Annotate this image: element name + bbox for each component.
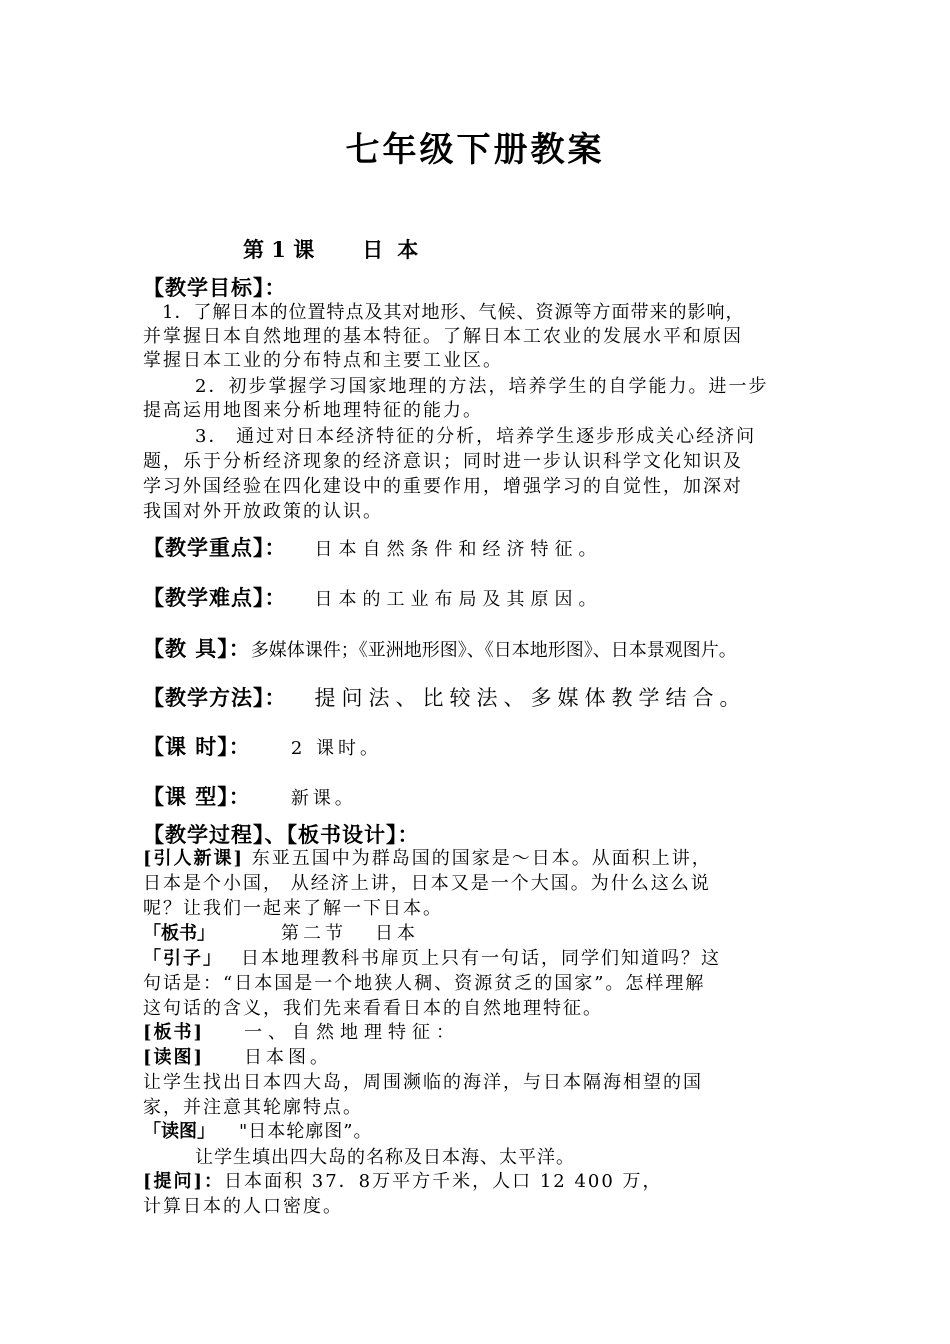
- read1-detail-line: 家，并注意其轮廓特点。: [143, 1097, 363, 1118]
- board2-label: [板书]: [143, 1022, 205, 1043]
- board1-line: [143, 922, 419, 946]
- lead-line: [143, 947, 721, 971]
- type-row: [143, 785, 357, 811]
- difficulty-row: [143, 586, 603, 612]
- board1-text: 第二节: [281, 923, 347, 944]
- intro-line: 日本是个小国， 从经济上讲，日本又是一个大国。为什么这么说: [143, 873, 711, 894]
- lead-text: 日本地理教科书扉页上只有一句话，同学们知道吗？这: [241, 948, 721, 969]
- key-point-row: [143, 536, 603, 562]
- board1-text2: 日本: [375, 923, 419, 944]
- tools-text: 多媒体课件；《亚洲地形图》、《日本地形图》、日本景观图片。: [250, 640, 737, 661]
- difficulty-text: 日本的工业布局及其原因。: [314, 589, 603, 610]
- goal-line: 3． 通过对日本经济特征的分析，培养学生逐步形成关心经济问: [195, 426, 757, 447]
- key-point-text: 日本自然条件和经济特征。: [314, 539, 603, 560]
- method-label: 【教学方法】：: [143, 685, 287, 710]
- goal-line: 掌握日本工业的分布特点和主要工业区。: [143, 350, 503, 371]
- read1-line: [143, 1046, 332, 1070]
- read1-detail-line: 让学生找出日本四大岛，周围濒临的海洋，与日本隔海相望的国: [143, 1072, 703, 1093]
- board1-label: 「板书」: [143, 923, 215, 944]
- goal-line: 提高运用地图来分析地理特征的能力。: [143, 400, 483, 421]
- hours-row: [143, 735, 382, 761]
- goal-line: 1．了解日本的位置特点及其对地形、气候、资源等方面带来的影响，: [162, 302, 745, 323]
- key-point-label: 【教学重点】：: [143, 535, 287, 560]
- lesson-number: 第 1 课: [243, 237, 315, 262]
- board2-text: 一、自然地理特征：: [244, 1022, 461, 1043]
- lead-line: 句话是：“日本国是一个地狭人稠、资源贫乏的国家”。怎样理解: [143, 973, 706, 994]
- read1-label: [读图]: [143, 1047, 205, 1068]
- lead-line: 这句话的含义，我们先来看看日本的自然地理特征。: [143, 998, 603, 1019]
- hours-label: 【课 时】：: [143, 734, 251, 759]
- ask-line: [143, 1170, 663, 1194]
- ask-text: 日本面积 37．8万平方千米，人口 12 400 万，: [224, 1171, 663, 1192]
- intro-label: [引人新课]: [143, 848, 245, 869]
- type-text: 新课。: [290, 788, 357, 809]
- document-title: 七年级下册教案: [345, 130, 605, 170]
- read1-text: 日本图。: [244, 1047, 333, 1068]
- intro-line: 呢？让我们一起来了解一下日本。: [143, 898, 443, 919]
- board2-line: [143, 1021, 460, 1045]
- read2-text: "日本轮廓图”。: [239, 1121, 373, 1142]
- hours-text: 2 课时。: [290, 738, 382, 759]
- lesson-name-b: 本: [397, 237, 419, 262]
- difficulty-label: 【教学难点】：: [143, 585, 287, 610]
- goals-heading: 【教学目标】：: [143, 275, 287, 300]
- goal-line: 2．初步掌握学习国家地理的方法，培养学生的自学能力。进一步: [195, 376, 769, 397]
- goal-line: 并掌握日本自然地理的基本特征。了解日本工农业的发展水平和原因: [143, 326, 743, 347]
- lesson-heading: [243, 236, 418, 264]
- ask-detail-line: 计算日本的人口密度。: [143, 1196, 343, 1217]
- intro-text: 东亚五国中为群岛国的国家是～日本。从面积上讲，: [251, 848, 712, 869]
- read2-detail-line: 让学生填出四大岛的名称及日本海、太平洋。: [195, 1147, 575, 1168]
- lesson-name-a: 日: [362, 237, 384, 262]
- tools-label: 【教 具】：: [143, 636, 251, 661]
- process-heading: 【教学过程】、【板书设计】：: [143, 822, 420, 847]
- ask-label: [提问]：: [143, 1171, 225, 1192]
- tools-row: [143, 637, 737, 663]
- method-row: [143, 686, 747, 712]
- read2-label: 「读图」: [143, 1121, 215, 1142]
- read2-line: [143, 1120, 372, 1144]
- goal-line: 我国对外开放政策的认识。: [143, 501, 383, 522]
- lead-label: 「引子」: [143, 948, 223, 969]
- type-label: 【课 型】：: [143, 784, 251, 809]
- goal-line: 学习外国经验在四化建设中的重要作用，增强学习的自觉性，加深对: [143, 476, 743, 497]
- intro-line: [143, 847, 712, 871]
- goal-line: 题，乐于分析经济现象的经济意识；同时进一步认识科学文化知识及: [143, 451, 743, 472]
- method-text: 提问法、比较法、多媒体教学结合。: [314, 686, 747, 710]
